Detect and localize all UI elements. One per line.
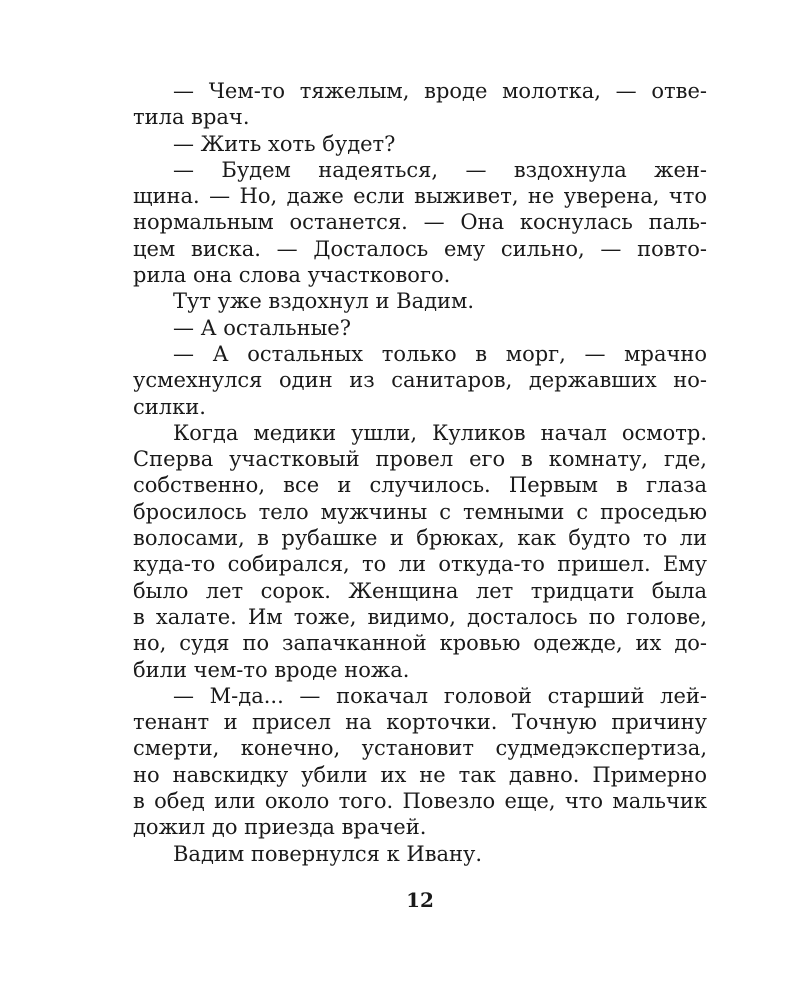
text-line: но, судя по запачканной кровью одежде, их до- [133,631,707,656]
text-line: тенант и присел на корточки. Точную причину [133,710,707,735]
text-line: — Будем надеяться, — вздохнула жен- [173,157,707,182]
text-line: — Жить хоть будет? [173,131,396,156]
text-line: в халате. Им тоже, видимо, досталось по голове, [133,604,707,629]
body-text [133,78,707,867]
text-line: били чем-то вроде ножа. [133,657,410,682]
text-line: нормальным останется. — Она коснулась паль- [133,210,707,235]
text-line: дожил до приезда врачей. [133,815,427,840]
page-number: 12 [406,888,434,912]
text-line: щина. — Но, даже если выживет, не уверена, что [133,184,707,209]
text-line: — А остальные? [173,315,351,340]
text-line: тила врач. [133,105,250,130]
text-line: цем виска. — Досталось ему сильно, — повто- [133,236,707,261]
text-line: рила она слова участкового. [133,263,451,288]
text-line: Сперва участковый провел его в комнату, где, [133,447,707,472]
text-line: собственно, все и случилось. Первым в глаза [133,473,707,498]
text-line: — М-да... — покачал головой старший лей- [173,683,707,708]
text-line: в обед или около того. Повезло еще, что мальчик [133,789,707,814]
text-line: — А остальных только в морг, — мрачно [173,341,707,366]
text-line: бросилось тело мужчины с темными с проседью [133,499,707,524]
text-line: куда-то собирался, то ли откуда-то пришел. Ему [133,552,707,577]
text-line: смерти, конечно, установит судмедэкспертиза, [133,736,707,761]
text-line: Когда медики ушли, Куликов начал осмотр. [173,420,707,445]
text-line: волосами, в рубашке и брюках, как будто то ли [133,526,707,551]
text-line: но навскидку убили их не так давно. Примерно [133,762,707,787]
text-line: Тут уже вздохнул и Вадим. [173,289,475,314]
text-line: усмехнулся один из санитаров, державших но- [133,368,707,393]
text-line: силки. [133,394,206,419]
text-line: было лет сорок. Женщина лет тридцати была [133,578,707,603]
text-line: Вадим повернулся к Ивану. [173,841,483,866]
text-line: — Чем-то тяжелым, вроде молотка, — отве- [173,79,707,103]
